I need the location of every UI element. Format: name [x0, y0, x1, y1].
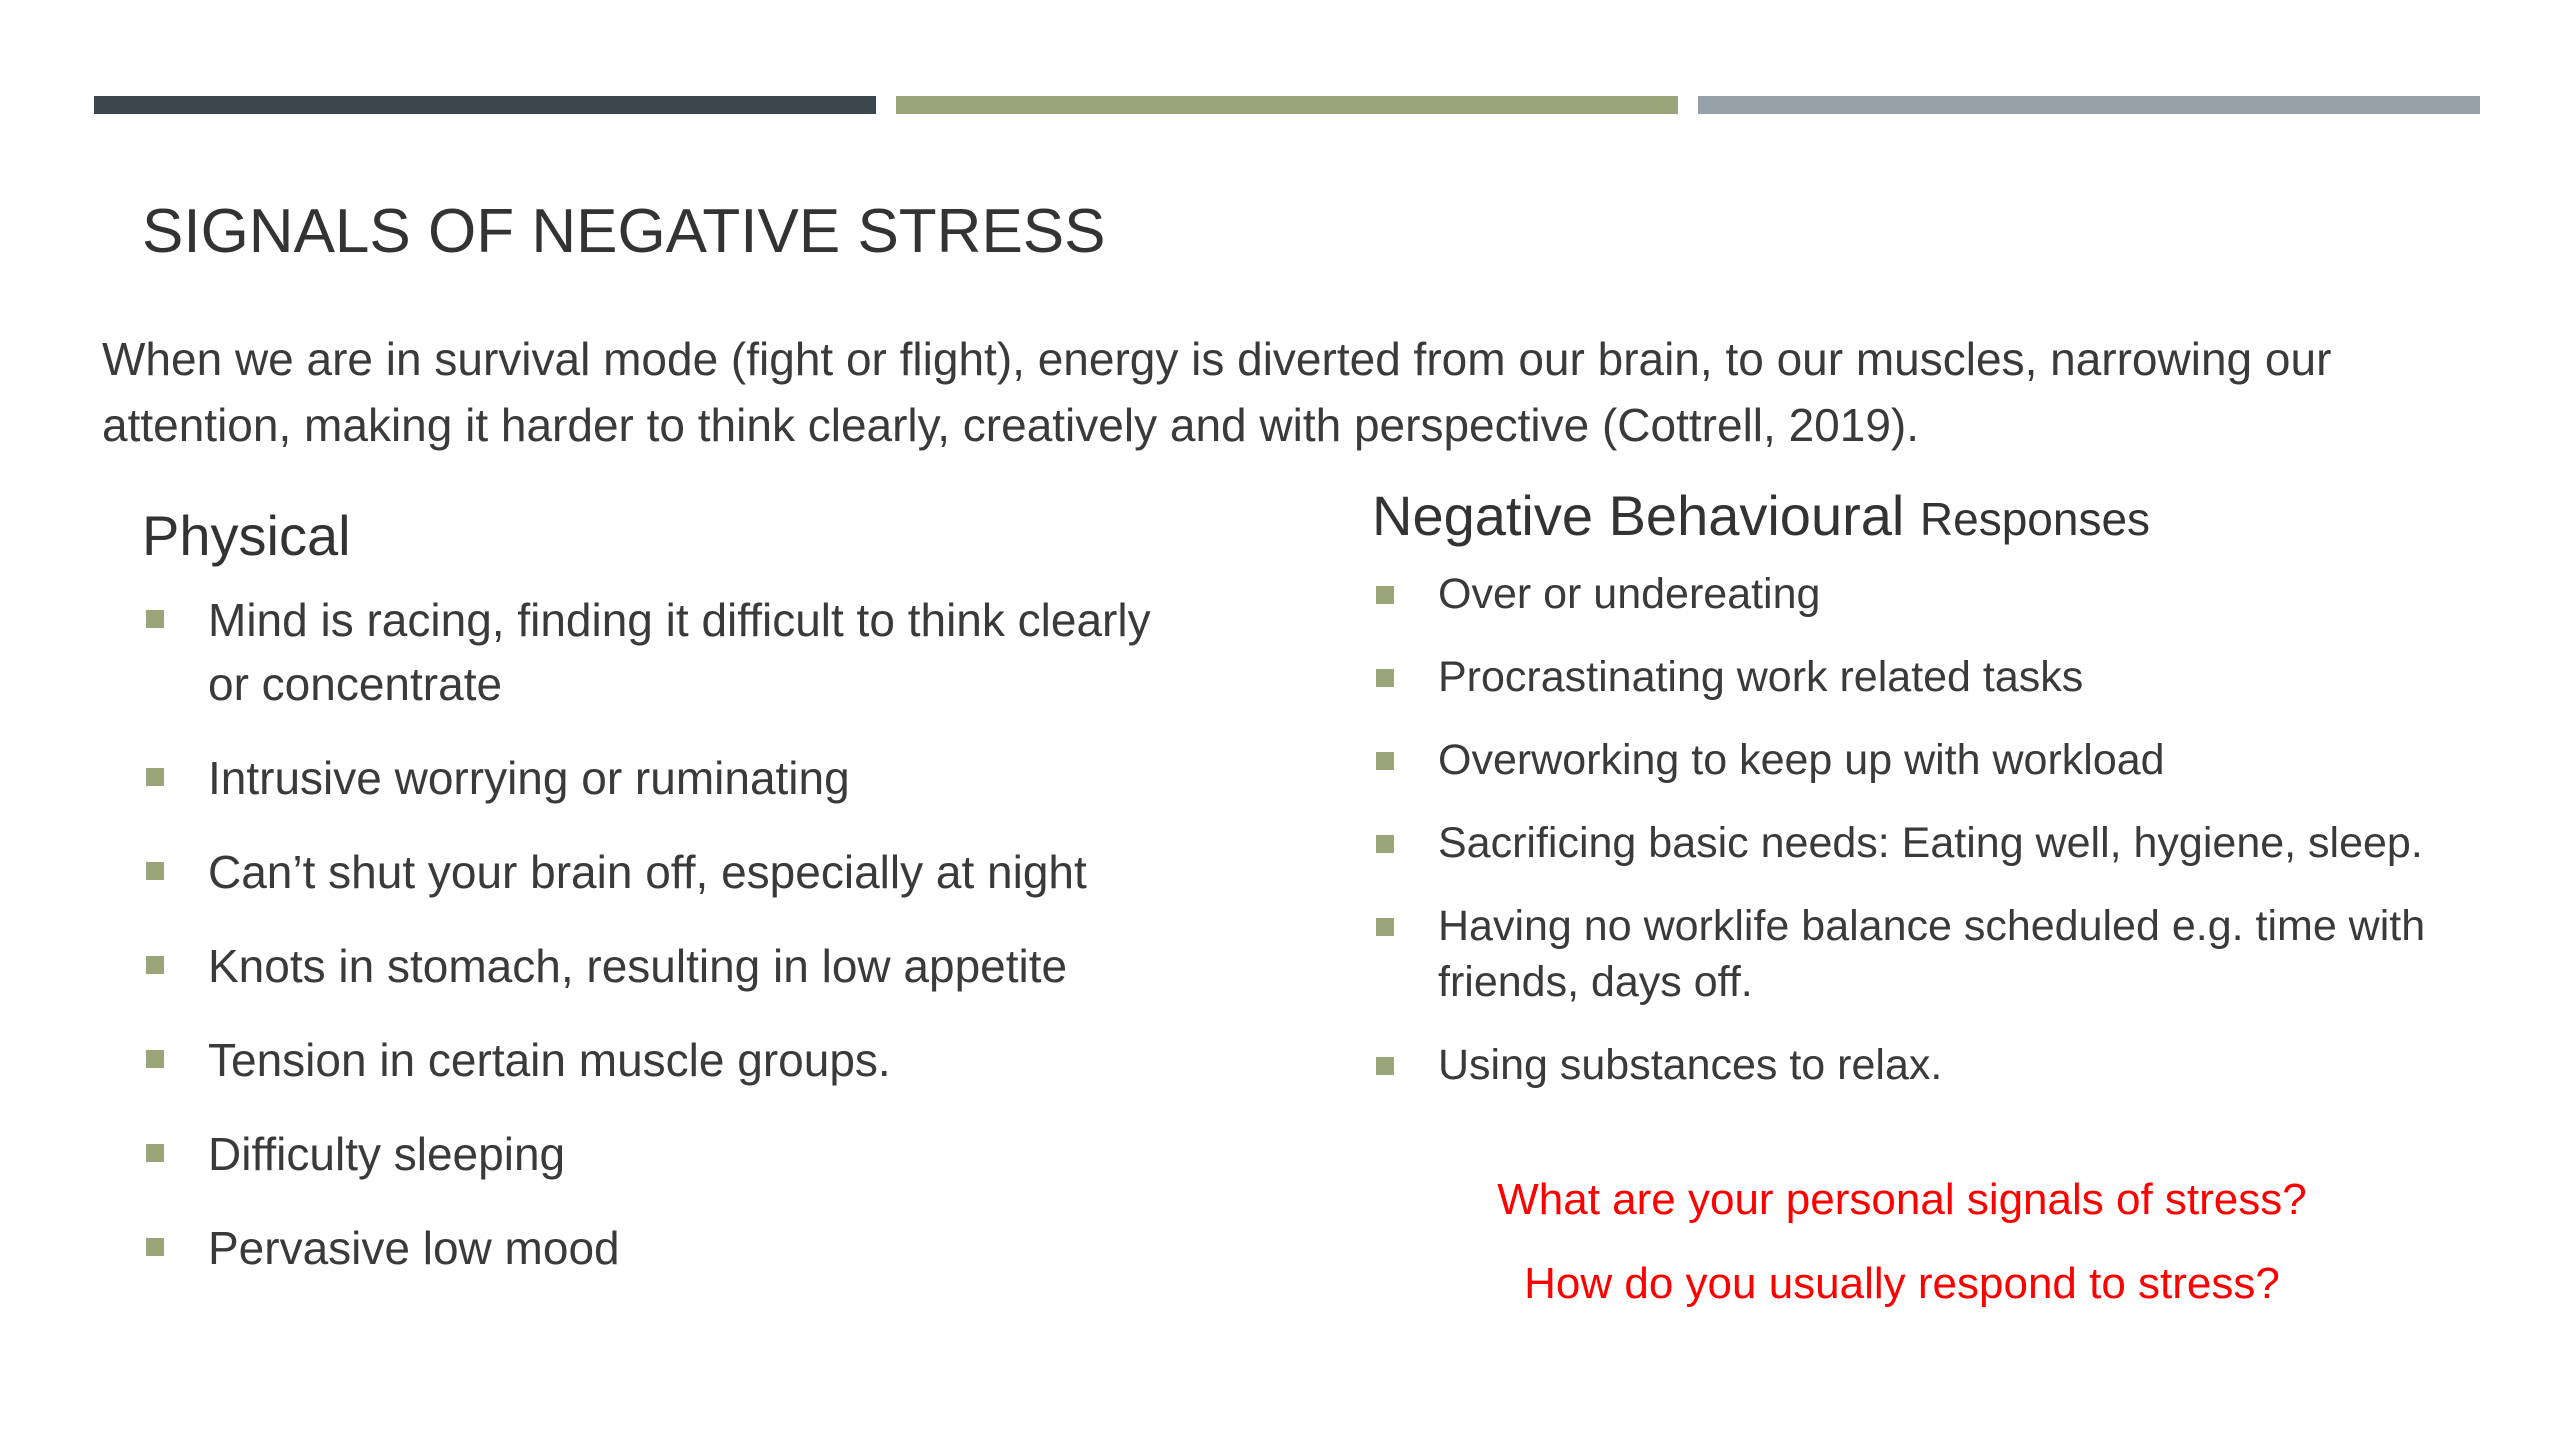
- square-bullet-icon: [146, 862, 164, 880]
- list-item: [142, 934, 1202, 998]
- physical-heading: Physical: [142, 504, 351, 567]
- list-item: [1372, 566, 2462, 622]
- list-item-text: Sacrificing basic needs: Eating well, hygiene, sleep.: [1438, 819, 2423, 867]
- question-respond-to-stress: How do you usually respond to stress?: [1524, 1259, 2280, 1308]
- list-item: [142, 746, 1202, 810]
- list-item-text: Knots in stomach, resulting in low appetite: [208, 940, 1068, 992]
- square-bullet-icon: [146, 1144, 164, 1162]
- square-bullet-icon: [146, 1050, 164, 1068]
- behavioural-heading-main: Negative Behavioural: [1372, 484, 1905, 547]
- list-item-text: Can’t shut your brain off, especially at night: [208, 846, 1087, 898]
- list-item-text: Overworking to keep up with workload: [1438, 736, 2165, 784]
- physical-list: [142, 588, 1202, 1310]
- list-item: [142, 588, 1202, 716]
- list-item: [1372, 815, 2462, 871]
- list-item: [1372, 732, 2462, 788]
- list-item: [142, 840, 1202, 904]
- list-item-text: Mind is racing, finding it difficult to think clearly or concentrate: [208, 594, 1151, 710]
- square-bullet-icon: [1376, 835, 1394, 853]
- square-bullet-icon: [146, 1238, 164, 1256]
- list-item-text: Tension in certain muscle groups.: [208, 1034, 891, 1086]
- list-item: [1372, 1037, 2462, 1093]
- square-bullet-icon: [146, 956, 164, 974]
- list-item-text: Difficulty sleeping: [208, 1128, 566, 1180]
- list-item: [1372, 898, 2462, 1010]
- question-personal-signals: What are your personal signals of stress?: [1497, 1175, 2307, 1224]
- square-bullet-icon: [146, 610, 164, 628]
- square-bullet-icon: [1376, 1057, 1394, 1075]
- square-bullet-icon: [1376, 918, 1394, 936]
- behavioural-heading-suffix: Responses: [1919, 493, 2151, 545]
- intro-paragraph: When we are in survival mode (fight or flight), energy is diverted from our brain, to our muscles, narrowing our attention, making it harder to think clearly, creatively and with perspective (Cottrell, 2019).: [102, 333, 2332, 451]
- list-item-text: Over or undereating: [1438, 570, 1821, 618]
- behavioural-heading: [1372, 484, 2150, 551]
- square-bullet-icon: [1376, 586, 1394, 604]
- list-item: [1372, 649, 2462, 705]
- header-bar-dark: [94, 96, 876, 114]
- list-item-text: Pervasive low mood: [208, 1222, 620, 1274]
- list-item: [142, 1216, 1202, 1280]
- list-item-text: Intrusive worrying or ruminating: [208, 752, 850, 804]
- list-item: [142, 1122, 1202, 1186]
- list-item-text: Using substances to relax.: [1438, 1041, 1943, 1089]
- header-bar-green: [896, 96, 1678, 114]
- list-item-text: Procrastinating work related tasks: [1438, 653, 2084, 701]
- header-bar-gray: [1698, 96, 2480, 114]
- list-item-text: Having no worklife balance scheduled e.g. time with friends, days off.: [1438, 902, 2426, 1006]
- behavioural-list: [1372, 566, 2462, 1120]
- list-item: [142, 1028, 1202, 1092]
- square-bullet-icon: [146, 768, 164, 786]
- square-bullet-icon: [1376, 752, 1394, 770]
- slide-title: SIGNALS OF NEGATIVE STRESS: [142, 197, 1106, 266]
- square-bullet-icon: [1376, 669, 1394, 687]
